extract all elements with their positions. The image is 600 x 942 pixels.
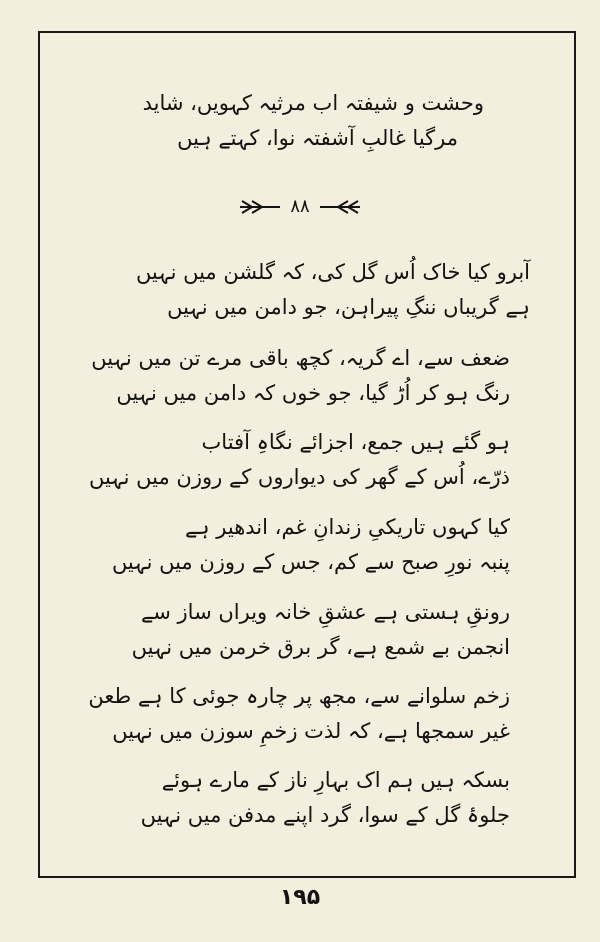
- left-ornament-icon: [238, 199, 282, 215]
- ghazal-number: ۸۸: [290, 196, 310, 217]
- couplet-4-line-2: پنبہ نورِ صبح سے کم، جس کے روزن میں نہیں: [111, 550, 510, 574]
- couplet-1-line-2: ہے گریباں ننگِ پیراہن، جو دامن میں نہیں: [167, 295, 530, 319]
- intro-line-2: مرگیا غالبِ آشفتہ نوا، کہتے ہیں: [177, 126, 458, 150]
- couplet-3-line-2: ذرّے، اُس کے گھر کی دیواروں کے روزن میں نہیں: [89, 465, 510, 489]
- couplet-1-line-1: آبرو کیا خاک اُس گل کی، کہ گلشن میں نہیں: [135, 260, 530, 284]
- couplet-6-line-2: غیر سمجھا ہے، کہ لذت زخمِ سوزن میں نہیں: [112, 719, 510, 743]
- couplet-3-line-1: ہو گئے ہیں جمع، اجزائے نگاہِ آفتاب: [201, 430, 510, 454]
- couplet-7-line-1: بسکہ ہیں ہم اک بہارِ ناز کے مارے ہوئے: [161, 768, 510, 792]
- couplet-6-line-1: زخم سلوانے سے، مجھ پر چارہ جوئی کا ہے طعن: [88, 684, 510, 708]
- couplet-5-line-1: رونقِ ہستی ہے عشقِ خانہ ویراں ساز سے: [140, 600, 510, 624]
- couplet-2-line-1: ضعف سے، اے گریہ، کچھ باقی مرے تن میں نہیں: [91, 346, 510, 370]
- couplet-4-line-1: کیا کہوں تاریکیِ زندانِ غم، اندھیر ہے: [185, 515, 510, 539]
- couplet-7-line-2: جلوۂ گل کے سوا، گرد اپنے مدفن میں نہیں: [140, 803, 510, 827]
- couplet-2-line-2: رنگ ہو کر اُڑ گیا، جو خوں کہ دامن میں نہیں: [116, 381, 510, 405]
- couplet-5-line-2: انجمن بے شمع ہے، گر برق خرمن میں نہیں: [131, 635, 510, 659]
- ghazal-heading: [0, 196, 600, 218]
- page-number: ۱۹۵: [279, 885, 321, 910]
- intro-line-1: وحشت و شیفتہ اب مرثیہ کہویں، شاید: [142, 91, 484, 115]
- page-border: [38, 31, 576, 878]
- right-ornament-icon: [318, 199, 362, 215]
